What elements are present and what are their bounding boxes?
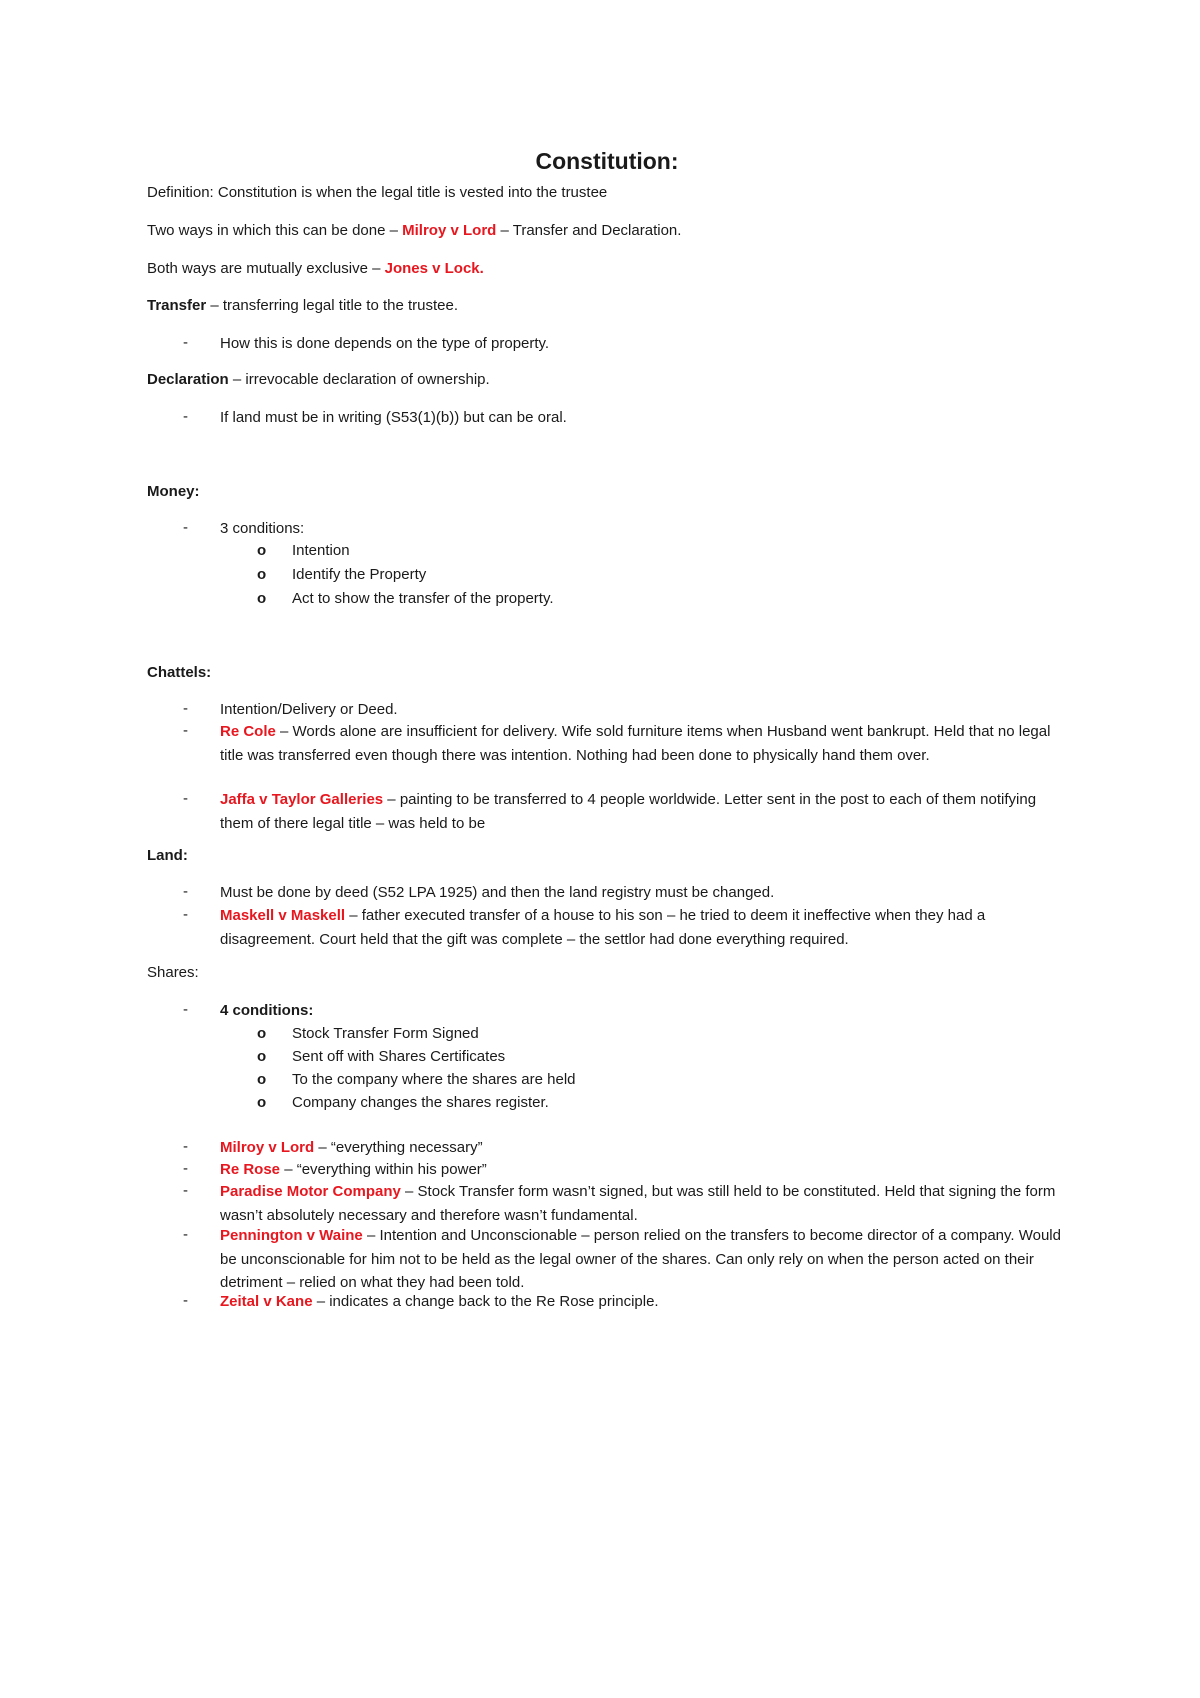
transfer-bullet: How this is done depends on the type of property. (220, 335, 550, 352)
bullet-dash: - (183, 1160, 188, 1177)
bullet-dash: - (183, 700, 188, 717)
land-case-bullet (220, 904, 1070, 951)
declaration-text: – irrevocable declaration of ownership. (228, 371, 490, 388)
two-ways-line (147, 220, 681, 242)
case-text: – painting to be transferred to 4 people worldwide. Letter sent in the post to each of them notifying them of there legal title – was held to be (220, 791, 1037, 832)
case-name: Jaffa v Taylor Galleries (220, 791, 384, 808)
land-bullet: Must be done by deed (S52 LPA 1925) and then the land registry must be changed. (220, 884, 775, 901)
shares-case-bullet (220, 1136, 1070, 1160)
shares-sub-item: Stock Transfer Form Signed (292, 1025, 479, 1042)
section-heading-shares: Shares: (147, 964, 199, 981)
sub-bullet-marker: o (257, 542, 267, 559)
case-text: – Intention and Unconscionable – person relied on the transfers to become director of a company. Would be unconscionable for him not to be held as the legal owner of the shares. Can only rely on when the person acted on their detriment – relied on what they had been told. (220, 1227, 1061, 1291)
case-text: – Words alone are insufficient for delivery. Wife sold furniture items when Husband went bankrupt. Held that no legal title was transferred even though there was intention. Nothing had been done to physically hand them over. (220, 723, 1051, 764)
case-name: Milroy v Lord (402, 222, 497, 239)
case-name: Jones v Lock. (384, 260, 484, 277)
money-sub-item: Identify the Property (292, 566, 427, 583)
definition-line: Definition: Constitution is when the legal title is vested into the trustee (147, 184, 608, 201)
shares-case-bullet (220, 1290, 1070, 1314)
bullet-dash: - (183, 722, 188, 739)
shares-bullet: 4 conditions: (220, 1002, 314, 1019)
declaration-line (147, 369, 490, 391)
case-text: – “everything within his power” (280, 1161, 487, 1178)
sub-bullet-marker: o (257, 590, 267, 607)
bullet-dash: - (183, 1182, 188, 1199)
shares-sub-item: Company changes the shares register. (292, 1094, 549, 1111)
section-heading-money: Money: (147, 483, 200, 500)
chattels-case-bullet (220, 720, 1070, 767)
shares-sub-item: Sent off with Shares Certificates (292, 1048, 506, 1065)
sub-bullet-marker: o (257, 1025, 267, 1042)
case-text: – father executed transfer of a house to his son – he tried to deem it ineffective when they had a disagreement. Court held that the gift was complete – the settlor had done everything required. (220, 907, 986, 948)
bullet-dash: - (183, 408, 188, 425)
case-name: Zeital v Kane (220, 1293, 313, 1310)
chattels-case-bullet (220, 788, 1070, 835)
two-ways-post: – Transfer and Declaration. (496, 222, 682, 239)
shares-case-bullet (220, 1224, 1070, 1295)
sub-bullet-marker: o (257, 1071, 267, 1088)
case-name: Re Rose (220, 1161, 281, 1178)
bullet-dash: - (183, 1138, 188, 1155)
case-name: Milroy v Lord (220, 1139, 315, 1156)
case-name: Maskell v Maskell (220, 907, 346, 924)
transfer-text: – transferring legal title to the trustee. (206, 297, 459, 314)
bullet-dash: - (183, 334, 188, 351)
section-heading-land: Land: (147, 847, 188, 864)
bullet-dash: - (183, 1226, 188, 1243)
bullet-dash: - (183, 519, 188, 536)
money-sub-item: Intention (292, 542, 350, 559)
declaration-bullet: If land must be in writing (S53(1)(b)) but can be oral. (220, 409, 567, 426)
case-name: Paradise Motor Company (220, 1183, 401, 1200)
transfer-line (147, 295, 458, 317)
case-text: – “everything necessary” (314, 1139, 483, 1156)
bullet-dash: - (183, 906, 188, 923)
sub-bullet-marker: o (257, 566, 267, 583)
case-name: Re Cole (220, 723, 276, 740)
bullet-dash: - (183, 883, 188, 900)
declaration-label: Declaration (147, 371, 229, 388)
case-name: Pennington v Waine (220, 1227, 363, 1244)
sub-bullet-marker: o (257, 1048, 267, 1065)
bullet-dash: - (183, 1001, 188, 1018)
two-ways-pre: Two ways in which this can be done – (147, 222, 403, 239)
page-title: Constitution: (535, 148, 679, 174)
money-sub-item: Act to show the transfer of the property. (292, 590, 554, 607)
chattels-bullet: Intention/Delivery or Deed. (220, 701, 398, 718)
transfer-label: Transfer (147, 297, 207, 314)
money-bullet: 3 conditions: (220, 520, 305, 537)
section-heading-chattels: Chattels: (147, 664, 212, 681)
exclusive-pre: Both ways are mutually exclusive – (147, 260, 385, 277)
case-text: – Stock Transfer form wasn’t signed, but was still held to be constituted. Held that signing the form wasn’t absolutely necessary and therefore wasn’t fundamental. (220, 1183, 1056, 1224)
shares-case-bullet (220, 1158, 1070, 1182)
sub-bullet-marker: o (257, 1094, 267, 1111)
bullet-dash: - (183, 790, 188, 807)
exclusive-line (147, 258, 484, 280)
bullet-dash: - (183, 1292, 188, 1309)
case-text: – indicates a change back to the Re Rose principle. (312, 1293, 659, 1310)
shares-sub-item: To the company where the shares are held (292, 1071, 576, 1088)
shares-case-bullet (220, 1180, 1070, 1227)
